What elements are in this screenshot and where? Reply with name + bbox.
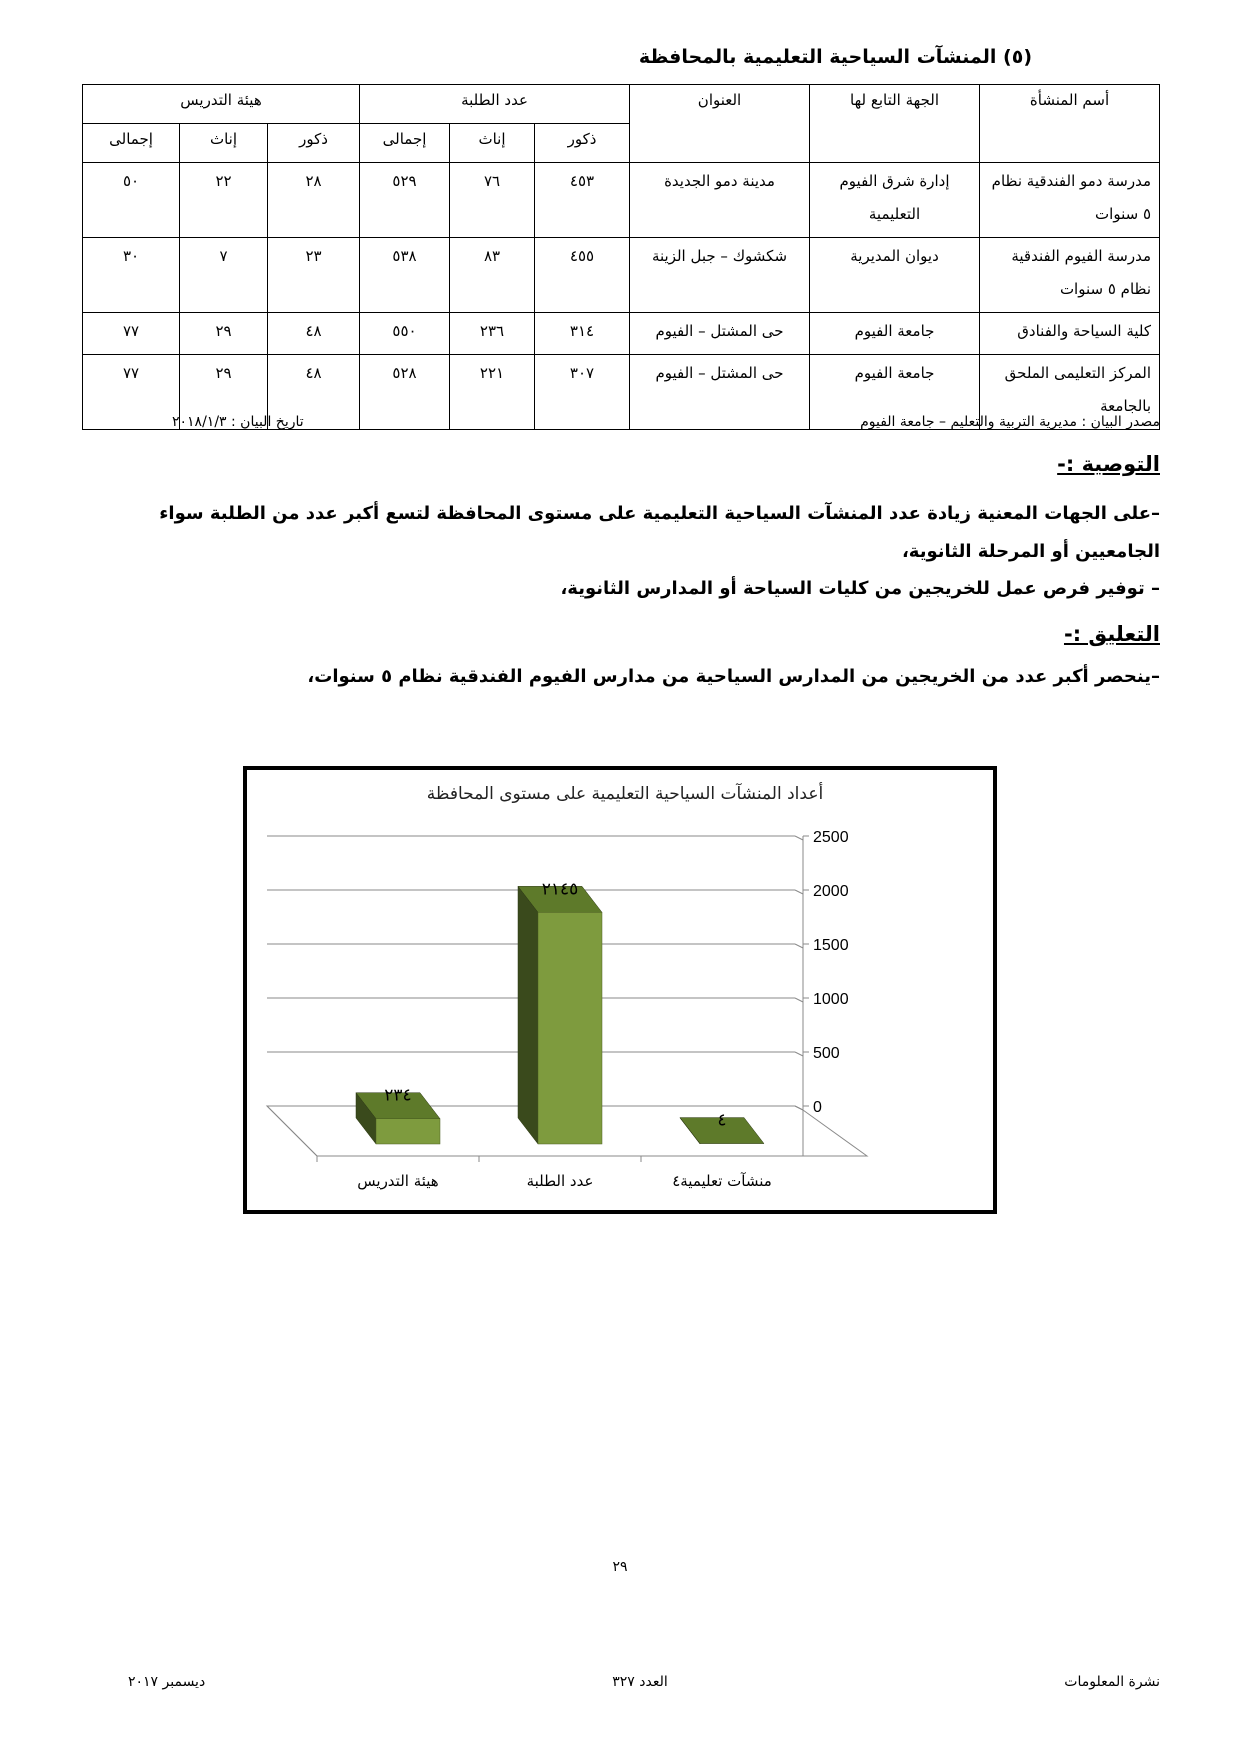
data-label: ٢١٤٥ [541, 879, 579, 900]
facility-address: حى المشتل – الفيوم [630, 313, 810, 355]
recommendation-heading: التوصية :- [1057, 452, 1160, 476]
staff-total: ٧٧ [83, 313, 180, 355]
chart-title: أعداد المنشآت السياحية التعليمية على مستوى المحافظة [426, 784, 824, 804]
date-note: تاريخ البيان : ٢٠١٨/١/٣ [172, 414, 304, 430]
gridline-edge [795, 890, 803, 894]
table-row [83, 163, 1160, 238]
y-tick-label: 1000 [813, 991, 849, 1008]
staff-female: ٢٩ [180, 355, 268, 430]
staff-total: ٣٠ [83, 238, 180, 313]
floor-edge [267, 1106, 317, 1156]
students-total: ٥٣٨ [360, 238, 450, 313]
staff-female: ٢٢ [180, 163, 268, 238]
header-students-male: ذكور [535, 124, 630, 163]
facility-authority: جامعة الفيوم [810, 355, 980, 430]
gridline-edge [795, 944, 803, 948]
x-tick-label: منشآت تعليمية٤ [672, 1172, 772, 1190]
header-students: عدد الطلبة [360, 85, 630, 124]
table-row [83, 238, 1160, 313]
facility-authority: إدارة شرق الفيوم التعليمية [810, 163, 980, 238]
facility-address: حى المشتل – الفيوم [630, 355, 810, 430]
y-tick-label: 1500 [813, 937, 849, 954]
students-female: ٧٦ [450, 163, 535, 238]
students-male: ٤٥٥ [535, 238, 630, 313]
students-total: ٥٢٩ [360, 163, 450, 238]
comment-heading: التعليق :- [1063, 622, 1160, 646]
staff-total: ٥٠ [83, 163, 180, 238]
source-note: مصدر البيان : مديرية التربية والتعليم – جامعة الفيوم [860, 414, 1160, 430]
students-female: ٢٣٦ [450, 313, 535, 355]
staff-female: ٧ [180, 238, 268, 313]
recommendation-item: –على الجهات المعنية زيادة عدد المنشآت السياحية التعليمية على مستوى المحافظة لتسع أكبر عدد من الطلبة سواء الجامعيين أو المرحلة الثانوية، [159, 503, 1160, 562]
students-male: ٣٠٧ [535, 355, 630, 430]
header-name: أسم المنشأة [980, 85, 1160, 163]
students-total: ٥٢٨ [360, 355, 450, 430]
y-tick-label: 0 [813, 1099, 822, 1116]
comment-text: –ينحصر أكبر عدد من الخريجين من المدارس السياحية من مدارس الفيوم الفندقية نظام ٥ سنوات، [307, 666, 1160, 687]
y-tick-label: 2500 [813, 829, 849, 846]
students-total: ٥٥٠ [360, 313, 450, 355]
x-tick-label: هيئة التدريس [357, 1172, 439, 1190]
facility-address: مدينة دمو الجديدة [630, 163, 810, 238]
footer-issue: العدد ٣٢٧ [612, 1674, 668, 1690]
staff-female: ٢٩ [180, 313, 268, 355]
y-tick-label: 2000 [813, 883, 849, 900]
header-staff: هيئة التدريس [83, 85, 360, 124]
data-label: ٢٣٤ [384, 1085, 412, 1106]
students-female: ٨٣ [450, 238, 535, 313]
students-male: ٣١٤ [535, 313, 630, 355]
header-students-female: إناث [450, 124, 535, 163]
table-row [83, 313, 1160, 355]
staff-male: ٤٨ [268, 355, 360, 430]
footer-publication: نشرة المعلومات [1064, 1674, 1160, 1690]
staff-male: ٢٣ [268, 238, 360, 313]
students-female: ٢٢١ [450, 355, 535, 430]
facility-name: مدرسة دمو الفندقية نظام ٥ سنوات [980, 163, 1160, 238]
bar [376, 1119, 440, 1144]
header-address: العنوان [630, 85, 810, 163]
x-tick-label: عدد الطلبة [526, 1172, 594, 1190]
header-staff-male: ذكور [268, 124, 360, 163]
bar-chart [247, 770, 993, 1210]
facilities-table [82, 84, 1160, 430]
bar-side [518, 886, 538, 1144]
gridline-edge [795, 998, 803, 1002]
staff-male: ٤٨ [268, 313, 360, 355]
page-title: (٥) المنشآت السياحية التعليمية بالمحافظة [638, 46, 1032, 68]
facility-authority: ديوان المديرية [810, 238, 980, 313]
gridline-edge [795, 1052, 803, 1056]
gridline-edge [795, 836, 803, 840]
y-tick-label: 500 [813, 1045, 840, 1062]
facility-name: كلية السياحة والفنادق [980, 313, 1160, 355]
facility-name: مدرسة الفيوم الفندقية نظام ٥ سنوات [980, 238, 1160, 313]
header-students-total: إجمالى [360, 124, 450, 163]
header-authority: الجهة التابع لها [810, 85, 980, 163]
footer-date: ديسمبر ٢٠١٧ [128, 1674, 206, 1690]
recommendation-item: – توفير فرص عمل للخريجين من كليات السياحة أو المدارس الثانوية، [560, 578, 1160, 599]
facility-address: شكشوك – جبل الزينة [630, 238, 810, 313]
students-male: ٤٥٣ [535, 163, 630, 238]
facility-name: المركز التعليمى الملحق بالجامعة [980, 355, 1160, 430]
staff-total: ٧٧ [83, 355, 180, 430]
header-staff-female: إناث [180, 124, 268, 163]
header-staff-total: إجمالى [83, 124, 180, 163]
data-label: ٤ [717, 1110, 727, 1131]
page-number: ٢٩ [612, 1559, 628, 1575]
facility-authority: جامعة الفيوم [810, 313, 980, 355]
bar [538, 912, 602, 1144]
staff-male: ٢٨ [268, 163, 360, 238]
